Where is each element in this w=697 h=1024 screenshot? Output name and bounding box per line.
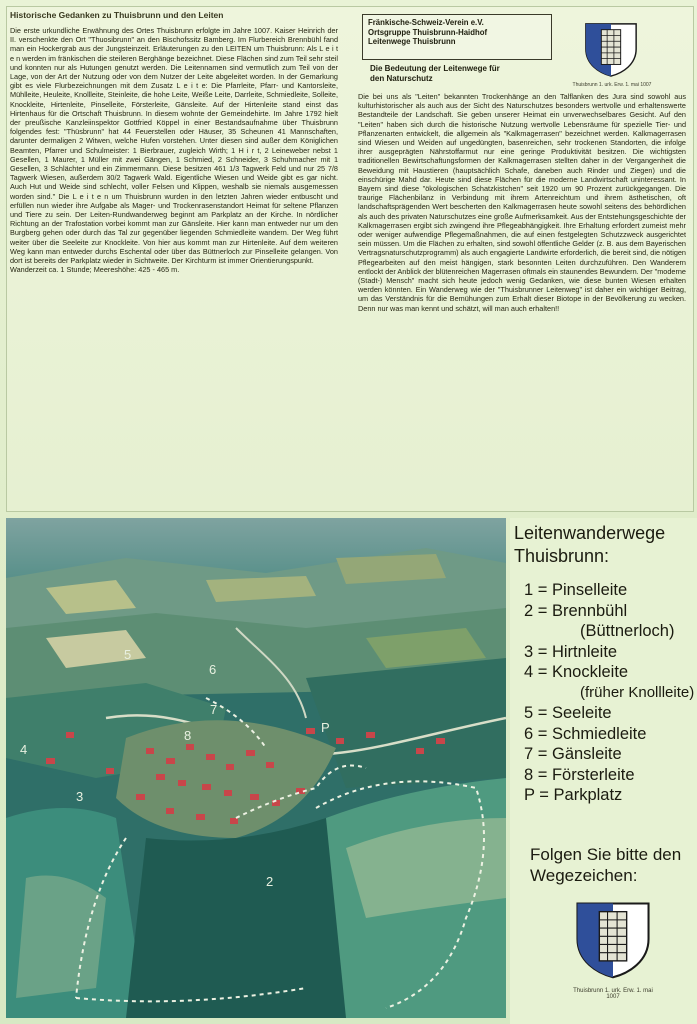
map-label-4: 4 xyxy=(20,742,28,757)
legend-item: 4 = Knockleite xyxy=(524,663,629,681)
nature-subtitle xyxy=(370,64,590,84)
nature-column xyxy=(358,92,686,500)
map-label-8: 8 xyxy=(184,728,192,743)
coat-of-arms-icon xyxy=(582,20,640,78)
org-line-2: Ortsgruppe Thuisbrunn-Haidhof xyxy=(368,27,488,37)
crest-caption-top: Thuisbrunn 1. urk. Erw. 1. mai 1007 xyxy=(572,82,652,88)
history-heading: Historische Gedanken zu Thuisbrunn und den Leiten xyxy=(10,10,224,20)
trail-legend xyxy=(510,518,697,1024)
history-column xyxy=(10,10,338,462)
legend-item: 1 = Pinselleite xyxy=(524,581,628,599)
nature-text: Die bei uns als "Leiten" bekannten Trockenhänge an den Talflanken des Jura sind sowohl aus kulturhistorischer als auch aus der Sicht des Naturschutzes besonders wertvolle und erhaltenswerte Bestandteile der Landschaft. Sie geben unserer Heimat ein unverwechselbares Gesicht. Auf den "Leiten" haben sich durch die historische Nutzung wertvolle Lebensräume für spezielle Tier- und Pflanzenarten entwickelt, die allgemein als "Kalkmagerrasen" bezeichnet werden. Kalkmagerrasen sind Wiesen und Weiden auf ungedüngten, basenreichen, sehr trockenen Standorten, die infolge ihrer ausgeprägten Nährstoffarmut nur eine geringe Produktivität besitzen. Die wichtigsten traditionellen Bewirtschaftungsformen der Kalkmagerrasen stellten daher in der Vergangenheit die Beweidung mit Haustieren (hauptsächlich Schafe, daneben auch Rinder und Ziegen) und die einschürige Mahd dar. Heute sind diese Flächen für die moderne Landwirtschaft uninteressant. In Bayern sind diese "ökologischen Schatzkistchen" seit 1920 um 90 Prozent zurückgegangen. Die traurige Flächenbilanz in Verbindung mit ihrem Artenreichtum und ihrem ästhetischen, oft landschaftsprägenden Wert bescherten den Kalkmagerrasen heute sowohl seitens des behördlichen als auch des privaten Naturschutzes eine große Aufmerksamkeit. Aus der Entstehungsgeschichte der Kalkmagerrasen ergibt sich zwingend ihre Pflegeabhängigkeit. Ihre Erhaltung erfordert zumeist mehr oder weniger aufwendige Pflegemaßnahmen, die auf einen festgelegten Schutzzweck ausgerichtet sein müssen. Um die Flächen zu erhalten, sind sowohl öffentliche Gelder (z. B. aus dem Bayerischen Vertragsnaturschutzprogramm) als auch engagierte Landwirte erforderlich, die bereit sind, die nötigen Pflegearbeiten auf den meist hängigen, stark besonnten Leiten durchzuführen. Den Wanderern entlockt der Anblick der blütenreichen Magerrasen oftmals ein staunendes Bewundern. Der "moderne (Stadt-) Mensch" macht sich heute jedoch wenig Gedanken, wie diese bunten Wiesen erhalten werden könnten. Ein Wanderweg wie der "Thuisbrunner Leitenweg" ist daher ein wichtiger Beitrag, um das Verständnis für die Bemühungen zum Erhalt dieser Biotope in der Bevölkerung zu wecken. Denn nur was man kennt und schätzt, will man auch erhalten!! xyxy=(358,92,686,313)
legend-item: 3 = Hirtnleite xyxy=(524,642,618,661)
follow-signs-text: Folgen Sie bitte den Wegezeichen: xyxy=(530,845,682,885)
history-text: Die erste urkundliche Erwähnung des Ortes Thuisbrunn erfolgte im Jahre 1007. Kaiser Heinrich der II. verschenkte den Ort "Thuosibrunn" an den Bischofssitz Bamberg. Im Flurbereich Brennbühl fand man ein Hockergrab aus der Jungsteinzeit. Erläuterungen zu den LEITEN um Thuisbrunn: Als L e i t e n werden im fränkischen die steileren Berghänge bezeichnet. Diese Flächen sind zum Teil sehr steil und konnten nur als Hutungen genutzt werden. Die Leitennamen sind vermutlich zum Teil von der Lage, von der Art der Nutzung oder von dem Nutzer der Leite abgeleitet worden. In der Gemarkung gibt es viele Flurbezeichnungen mit dem Zusatz L e i t e: Die Pfarrleite, Pfarr- und Kantorsleite, Mühlleite, Heuleite, Knollleite, Steinleite, die hohe Leite, Weiße Leite, Darrleite, Schmiedleite, Solleite, Knockleite, Hirtenleite, Pinselleite, Försterleite, Gänsleite. Auf der Hirtenleite stand einst das Hirtenhaus für die Ortschaft Thuisbrunn. In diesem wohnte der Gemeindehirte. Im Jahre 1792 hielt der preußische Kanzleiinspektor Gottfried Köppel in einer Bestandsaufnahme über Thuisbrunn folgendes fest: "Thüsbrunn" hat 44 Feuerstellen oder Häuser, 35 Scheunen 41 Mannschaften, darunter dermaligen 2 Witwen, welche Hufen vorstehen. Unter diesen sind außer dem Königlichen Beamten, Pfarrer und Schulmeister: 1 Bierbrauer, zugleich Wirth; 1 H i r t, 2 Leineweber nebst 1 Gesellen, 1 Maurer, 1 Müller mit zwei Gängen, 1 Schmied, 2 Schneider, 3 Schuhmacher mit 1 Gesellen, 3 Schlächter und ein Zimmermann. Diese besitzen 461 1/3 Tagwerk Feld und nur 25 7/8 Tagwerk Wiesen, außerdem 30/2 Tagwerk Wald. Eigentliche Wiesen und Weide gibt es gar nicht. Auch Hut und Weide sind schlecht, voller Felsen und Klippen, weshalb sie niemals ausgemessen worden sind." Die L e i t e n um Thuisbrunn wurden in den letzten Jahren wieder entbuscht und erfüllen nun wieder ihre Aufgabe als Mager- und Trockenrasenstandort Heimat für seltene Pflanzen und Tiere zu sein. Der Leiten-Rundwanderweg beginnt am Parkplatz an der Kirche. In nördlicher Richtung an der Trafostation vorbei kommt man zur Gänsleite. Hier kann man entweder nur um den Burgberg gehen oder durch das Tal zur gegenüber liegenden Schmiedleite wandern. Der Weg führt weiter über die Seeleite zur Knockleite. Von hier aus kommt man zur Hirtenleite. Auf dem weiteren Weg kann man entweder durchs Eschental oder über das Büttnerloch zur Pinselleite gelangen. Von dort ist bereits der Parkplatz wieder in Sichtweite. Der Kirchturm ist immer Orientierungspunkt. xyxy=(10,26,338,266)
crest-caption-bottom: Thuisbrunn 1. urk. Erw. 1. mai 1007 xyxy=(573,988,653,1000)
org-line-1: Fränkische-Schweiz-Verein e.V. xyxy=(368,18,484,27)
legend-item: 2 = Brennbühl xyxy=(524,601,628,620)
map-label-7: 7 xyxy=(210,702,218,717)
map-label-3: 3 xyxy=(76,789,84,804)
subtitle-line-2: den Naturschutz xyxy=(370,74,433,83)
map-label-5: 5 xyxy=(124,647,132,662)
legend-item: P = Parkplatz xyxy=(524,786,623,804)
legend-item: 6 = Schmiedleite xyxy=(524,724,647,743)
legend-item: (Büttnerloch) xyxy=(580,622,675,640)
legend-item: (früher Knollleite) xyxy=(580,683,695,701)
legend-list xyxy=(524,580,697,806)
hiking-time: Wanderzeit ca. 1 Stunde; Meereshöhe: 425 - 465 m. xyxy=(10,265,180,275)
org-line-3: Leitenwege Thuisbrunn xyxy=(368,37,456,46)
trail-marker-crest-icon xyxy=(572,896,654,982)
map-label-2: 2 xyxy=(266,874,274,889)
legend-item: 8 = Försterleite xyxy=(524,765,635,784)
map-label-6: 6 xyxy=(209,662,217,677)
subtitle-line-1: Die Bedeutung der Leitenwege für xyxy=(370,64,500,73)
legend-item: 5 = Seeleite xyxy=(524,704,612,722)
map-label-parking: P xyxy=(321,720,330,735)
organization-box xyxy=(362,14,552,60)
aerial-photo xyxy=(6,518,506,1018)
legend-title: Leitenwanderwege Thuisbrunn: xyxy=(514,523,666,566)
legend-item: 7 = Gänsleite xyxy=(524,745,622,763)
